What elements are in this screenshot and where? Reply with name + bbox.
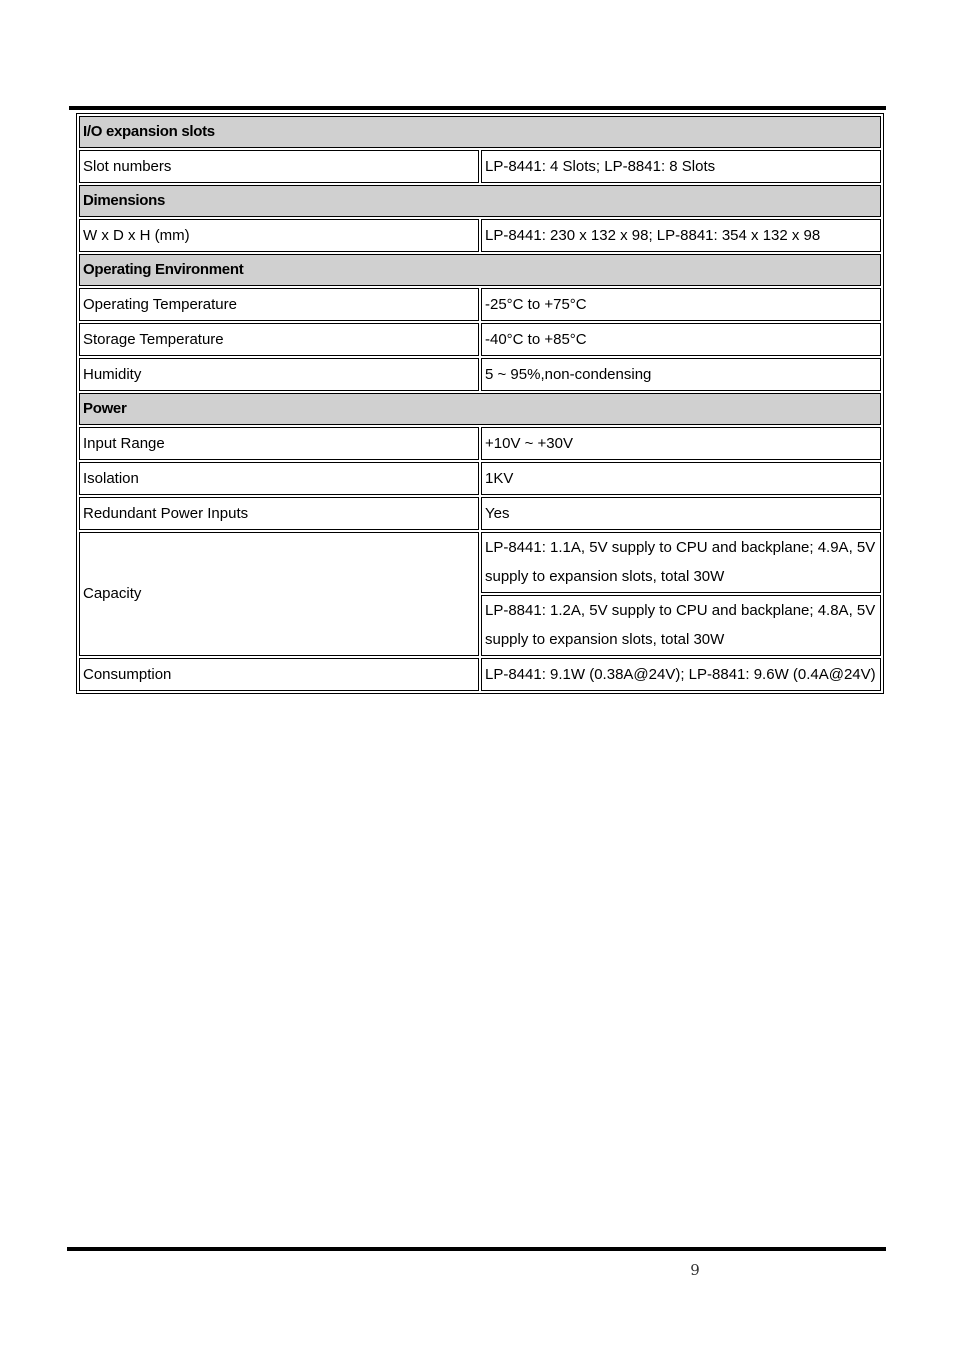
header-rule <box>69 106 886 110</box>
spec-label: Slot numbers <box>79 150 479 183</box>
spec-value: LP-8441: 4 Slots; LP-8841: 8 Slots <box>481 150 881 183</box>
spec-value: LP-8441: 9.1W (0.38A@24V); LP-8841: 9.6W (0.4A@24V) <box>481 658 881 691</box>
spec-value: +10V ~ +30V <box>481 427 881 460</box>
spec-value: 1KV <box>481 462 881 495</box>
spec-value: 5 ~ 95%,non-condensing <box>481 358 881 391</box>
spec-value: LP-8441: 230 x 132 x 98; LP-8841: 354 x 132 x 98 <box>481 219 881 252</box>
footer-rule <box>67 1247 886 1251</box>
section-header-dimensions <box>79 185 881 217</box>
table-row <box>79 427 881 460</box>
table-row <box>79 219 881 252</box>
section-title: Dimensions <box>79 185 881 217</box>
section-title: Power <box>79 393 881 425</box>
section-title: I/O expansion slots <box>79 116 881 148</box>
spec-label: Redundant Power Inputs <box>79 497 479 530</box>
table-row <box>79 358 881 391</box>
table-row <box>79 150 881 183</box>
spec-value: LP-8441: 1.1A, 5V supply to CPU and backplane; 4.9A, 5V supply to expansion slots, total 30W <box>481 532 881 593</box>
spec-label: Humidity <box>79 358 479 391</box>
section-title: Operating Environment <box>79 254 881 286</box>
spec-label: Capacity <box>79 532 479 656</box>
spec-value: Yes <box>481 497 881 530</box>
spec-label: Operating Temperature <box>79 288 479 321</box>
spec-value: -25°C to +75°C <box>481 288 881 321</box>
section-header-operating-environment <box>79 254 881 286</box>
table-row <box>79 462 881 495</box>
spec-label: W x D x H (mm) <box>79 219 479 252</box>
section-header-power <box>79 393 881 425</box>
spec-label: Input Range <box>79 427 479 460</box>
table-row <box>79 658 881 691</box>
section-header-io-expansion <box>79 116 881 148</box>
table-row <box>79 323 881 356</box>
spec-label: Isolation <box>79 462 479 495</box>
page-number: 9 <box>690 1261 700 1279</box>
table-row-capacity <box>79 532 881 593</box>
spec-value: LP-8841: 1.2A, 5V supply to CPU and backplane; 4.8A, 5V supply to expansion slots, total 30W <box>481 595 881 656</box>
spec-label: Storage Temperature <box>79 323 479 356</box>
specifications-table <box>76 113 884 694</box>
spec-label: Consumption <box>79 658 479 691</box>
table-row <box>79 288 881 321</box>
spec-value: -40°C to +85°C <box>481 323 881 356</box>
table-row <box>79 497 881 530</box>
